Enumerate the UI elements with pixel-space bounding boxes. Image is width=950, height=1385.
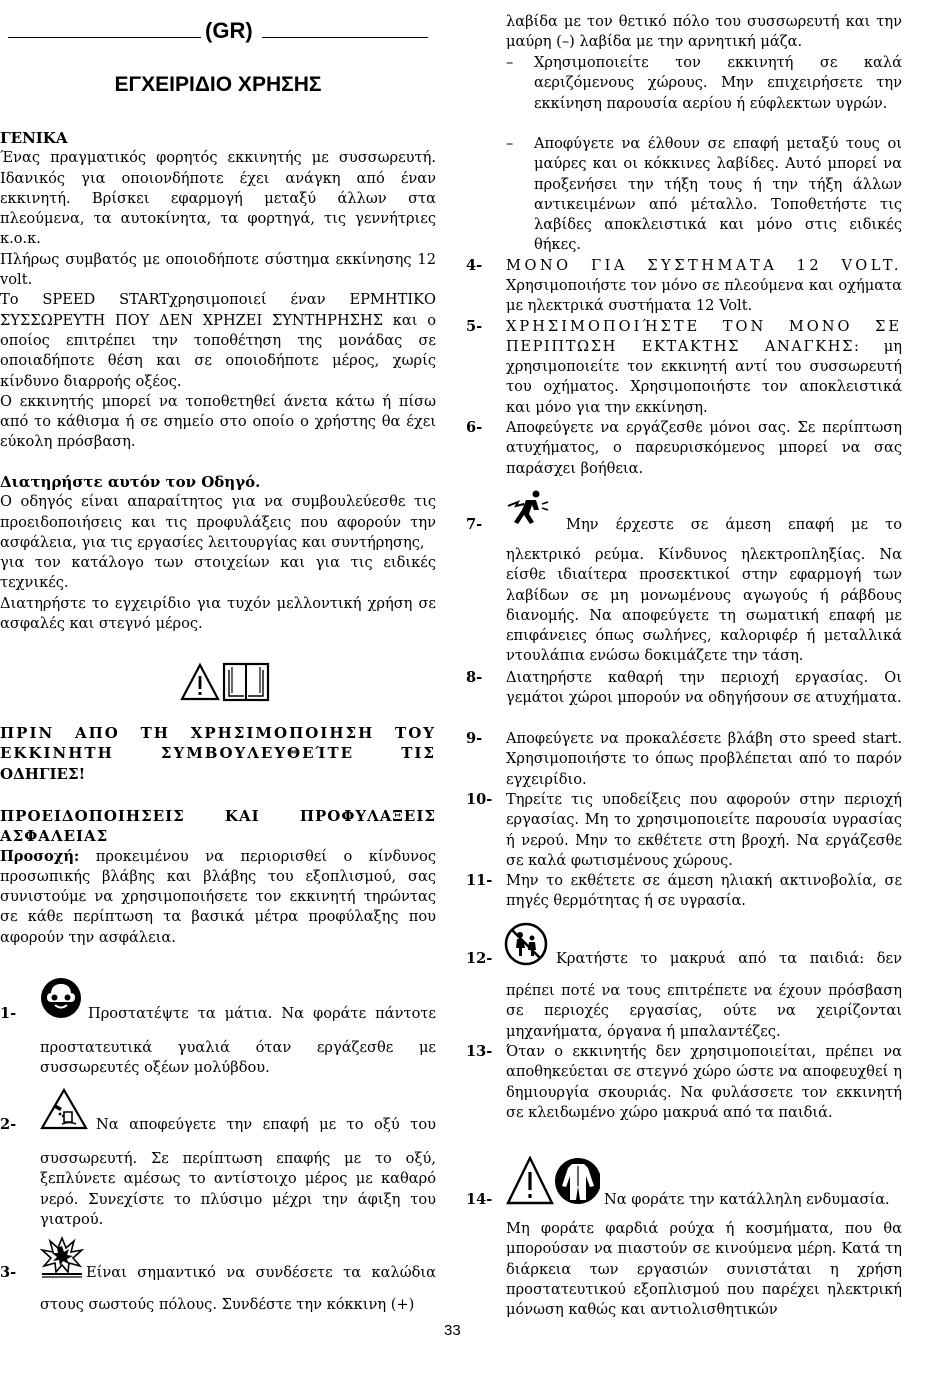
caution-paragraph (0, 847, 436, 948)
item-11-number: 11- (466, 872, 493, 889)
item-5-caps-2-tail: μη (860, 338, 902, 355)
warnings-section (0, 806, 436, 948)
keep-guide-paragraph-3: Διατηρήστε το εγχειρίδιο για τυχόν μελλοντική χρήση σε ασφαλές και στεγνό μέρος. (0, 594, 436, 633)
page-title: ΕΓΧΕΙΡΙΔΙΟ ΧΡΗΣΗΣ (114, 73, 322, 96)
item-4-caps: ΜΟΝΟ ΓΙΑ ΣΥΣΤΗΜΑΤΑ 12 VOLT. (506, 257, 902, 274)
item-13-number: 13- (466, 1043, 493, 1060)
item-5-caps-1: ΧΡΗΣΙΜΟΠΟΙΉΣΤΕ ΤΟΝ ΜΟΝΟ ΣΕ (506, 318, 902, 335)
caution-label: Προσοχή: (0, 847, 80, 865)
warnings-heading-line-2: ΑΣΦΑΛΕΙΑΣ (0, 827, 109, 846)
keep-guide-heading: Διατηρήστε αυτόν τον Οδηγό. (0, 473, 261, 491)
item-12-number: 12- (466, 950, 493, 967)
general-section (0, 128, 436, 453)
item-1-first-line: Προστατέψτε τα μάτια. Να φοράτε πάντοτε (88, 1005, 436, 1022)
language-header (8, 18, 428, 46)
general-paragraph-4: Ο εκκινητής μπορεί να τοποθετηθεί άνετα κάτω ή πίσω από το κάθισμα ή σε σημείο στο οποίο ο χρήστης θα έχει εύκολη πρόσβαση. (0, 392, 436, 451)
item-10-text: Τηρείτε τις υποδείξεις που αφορούν στην περιοχή εργασίας. Μη το χρησιμοποιείτε παρουσία υγρασίας ή νερού. Μην το εκθέτετε στη βροχή. Να εργάζεσθε σε καλά φωτισμένους χώρους. (506, 791, 902, 869)
item-5-caps-2-line (506, 337, 902, 357)
header-rule-left (8, 37, 201, 38)
item-9-number: 9- (466, 730, 483, 747)
item-3-dash-1-text: Χρησιμοποιείτε τον εκκινητή σε καλά αεριζόμενους χώρους. Μην επιχειρήσετε την εκκίνηση παρουσία αερίου ή εύφλεκτων υγρών. (534, 54, 902, 112)
item-2-number: 2- (0, 1116, 17, 1133)
item-10-number: 10- (466, 791, 493, 808)
item-1-number: 1- (0, 1005, 17, 1022)
keep-guide-section (0, 472, 436, 634)
item-14-text: Μη φοράτε φαρδιά ρούχα ή κοσμήματα, που θα μπορούσαν να πιαστούν σε κινούμενα μέρη. Κατά τη διάρκεια των εργασιών συνιστάται η χρήση προστατευτικού εξοπλισμού που παρέχει ηλεκτρική μόνωση καθώς και αντιολισθητικών (506, 1220, 902, 1319)
before-use-line-1: ΠΡΙΝ ΑΠΟ ΤΗ ΧΡΗΣΙΜΟΠΟΙΗΣΗ ΤΟΥ (0, 724, 436, 742)
general-heading: ΓΕΝΙΚΑ (0, 129, 68, 147)
electric-shock-icon (506, 488, 550, 532)
before-use-section (0, 723, 436, 784)
item-2-first-line: Να αποφεύγετε την επαφή με το οξύ του (96, 1116, 436, 1133)
safety-goggles-icon (40, 977, 82, 1019)
item-14-first-line: Να φοράτε την κατάλληλη ενδυμασία. (604, 1191, 890, 1208)
item-13-text: Όταν ο εκκινητής δεν χρησιμοποιείται, πρέπει να αποθηκεύεται σε στεγνό χώρο ώστε να αποφευχθεί η δημιουργία σκουριάς. Να φυλάσσετε τον εκκινητή σε κλειδωμένο χώρο μακρυά από τα παιδιά. (506, 1043, 902, 1121)
item-7-text: ηλεκτρικό ρεύμα. Κίνδυνος ηλεκτροπληξίας. Να είσθε ιδιαίτερα προσεκτικοί στην εφαρμογή των λαβίδων σε μη μονωμένους αγωγούς ή ράβδους διανομής. Να αποφεύγετε τη σωματική επαφή με επιφάνειες όπως σωλήνες, καλοριφέρ ή μεταλλικά ντουλάπια ενώσω δοκιμάζετε την τάση. (506, 546, 902, 665)
manual-book-icon (222, 662, 270, 702)
header-rule-right (262, 37, 428, 38)
general-paragraph-1: Ένας πραγματικός φορητός εκκινητής με συσσωρευτή. Ιδανικός για οποιονδήποτε έχει ανάγκη από έναν εκκινητή. Βρίσκει εφαρμογή μεταξύ άλλων στα πλεούμενα, τα αυτοκίνητα, τα φορτηγά, τις γεννήτριες κ.ο.κ. (0, 149, 436, 248)
item-3-text-start: στους σωστούς πόλους. Συνδέστε την κόκκινη (+) (40, 1296, 415, 1313)
item-5-caps-2: ΠΕΡΙΠΤΩΣΗ ΕΚΤΑΚΤΗΣ ΑΝΑΓΚΗΣ: (506, 338, 861, 355)
item-6-text: Αποφεύγετε να εργάζεσθε μόνοι σας. Σε περίπτωση ατυχήματος, ο παρευρισκόμενος μπορεί να σας παράσχει βοήθεια. (506, 419, 902, 477)
item-14-number: 14- (466, 1191, 493, 1208)
item-11-text: Μην το εκθέτετε σε άμεση ηλιακή ακτινοβολία, σε πηγές θερμότητας ή σε υγρασία. (506, 872, 902, 910)
language-code: (GR) (205, 18, 253, 43)
corrosive-acid-icon (40, 1088, 88, 1130)
item-4-number: 4- (466, 257, 483, 274)
item-6-number: 6- (466, 419, 483, 436)
item-3-dash-2-text: Αποφύγετε να έλθουν σε επαφή μεταξύ τους οι μαύρες και οι κόκκινες λαβίδες. Αυτό μπορεί να προξενήσει την τήξη τους ή την τήξη άλλων αντικειμένων από μέταλλο. Τοποθετήστε τις λαβίδες αποκλειστικά και μόνο στις ειδικές θήκες. (534, 135, 902, 254)
item-7-first-line: Μην έρχεστε σε άμεση επαφή με το (566, 516, 902, 533)
dash-marker: – (506, 54, 514, 71)
item-7-number: 7- (466, 516, 483, 533)
keep-guide-paragraph-2: για τον κατάλογο των στοιχείων και για τις ειδικές τεχνικές. (0, 554, 436, 592)
item-5-text: χρησιμοποιείτε τον εκκινητή αντί του συσσωρευτή του οχήματος. Χρησιμοποιήστε τον αποκλειστικά και μόνο για την εκκίνηση. (506, 358, 902, 416)
item-3-number: 3- (0, 1264, 17, 1281)
explosion-icon (40, 1236, 84, 1278)
item-1-text: προστατευτικά γυαλιά όταν εργάζεσθε με συσσωρευτές οξέων μολύβδου. (40, 1039, 436, 1077)
keep-away-children-icon (504, 922, 548, 966)
item-3-text-continued: λαβίδα με τον θετικό πόλο του συσσωρευτή και την μαύρη (–) λαβίδα με την αρνητική μάζα. (506, 13, 902, 51)
dash-marker: – (506, 135, 514, 152)
before-use-line-3: ΟΔΗΓΙΕΣ! (0, 764, 86, 783)
item-2-text: συσσωρευτή. Σε περίπτωση επαφής με το οξύ, ξεπλύνετε αμέσως το αντίστοιχο μέρος με καθαρό νερό. Συνεχίστε το πλύσιμο μέχρι την άφιξη του γιατρού. (40, 1150, 436, 1228)
item-4-text: Χρησιμοποιήστε τον μόνο σε πλεούμενα και οχήματα με ηλεκτρικά συστήματα 12 Volt. (506, 277, 902, 315)
before-use-line-2: ΕΚΚΙΝΗΤΗ ΣΥΜΒΟΥΛΕΥΘΕΊΤΕ ΤΙΣ (0, 744, 436, 763)
keep-guide-paragraph-1: Ο οδηγός είναι απαραίτητος για να συμβουλεύεσθε τις προειδοποιήσεις και τις προφυλάξεις που αφορούν την ασφάλεια, για τις εργασίες λειτουργίας και συντήρησης, (0, 493, 436, 551)
item-12-first-line: Κρατήστε το μακρυά από τα παιδιά: δεν (556, 950, 902, 967)
warnings-heading-line-1: ΠΡΟΕΙΔΟΠΟΙΗΣΕΙΣ ΚΑΙ ΠΡΟΦΥΛΑΞΕΙΣ (0, 807, 436, 825)
general-paragraph-2: Πλήρως συμβατός με οποιοδήποτε σύστημα εκκίνησης 12 volt. (0, 250, 436, 289)
item-8-text: Διατηρήστε καθαρή την περιοχή εργασίας. Οι γεμάτοι χώροι μπορούν να οδηγήσουν σε ατυχήματα. (506, 669, 902, 707)
item-3-first-line: Είναι σημαντικό να συνδέσετε τα καλώδια (86, 1264, 436, 1281)
item-9-text: Αποφεύγετε να προκαλέσετε βλάβη στο speed start. Χρησιμοποιήστε το όπως προβλέπεται από το παρόν εγχειρίδιο. (506, 730, 902, 788)
general-paragraph-3: Το SPEED STARTχρησιμοποιεί έναν ΕΡΜΗΤΙΚΟ ΣΥΣΣΩΡΕΥΤΗ ΠΟΥ ΔΕΝ ΧΡΗΖΕΙ ΣΥΝΤΗΡΗΣΗΣ και ο οποίος επιτρέπει την τοποθέτηση της μονάδας σε οποιαδήποτε θέση και σε οποιοδήποτε μέρος, χωρίς κίνδυνο διαρροής οξέος. (0, 291, 436, 390)
warning-triangle-icon (180, 662, 220, 702)
item-5-number: 5- (466, 318, 483, 335)
item-8-number: 8- (466, 669, 483, 686)
protective-clothing-icon (506, 1156, 600, 1206)
page-number: 33 (444, 1322, 461, 1339)
item-12-text: πρέπει ποτέ να τους επιτρέπετε να έχουν πρόσβαση σε περιοχές εργασίας, ούτε να χειρίζονται μηχανήματα, όργανα ή μπαλαντέζες. (506, 982, 902, 1040)
caution-text: προκειμένου να περιορισθεί ο κίνδυνος προσωπικής βλάβης και βλάβης του εξοπλισμού, σας συνιστούμε να χρησιμοποιήσετε τον εκκινητή τηρώντας σε κάθε περίπτωση τα βασικά μέτρα προφύλαξης που αφορούν την ασφάλεια. (0, 847, 436, 946)
